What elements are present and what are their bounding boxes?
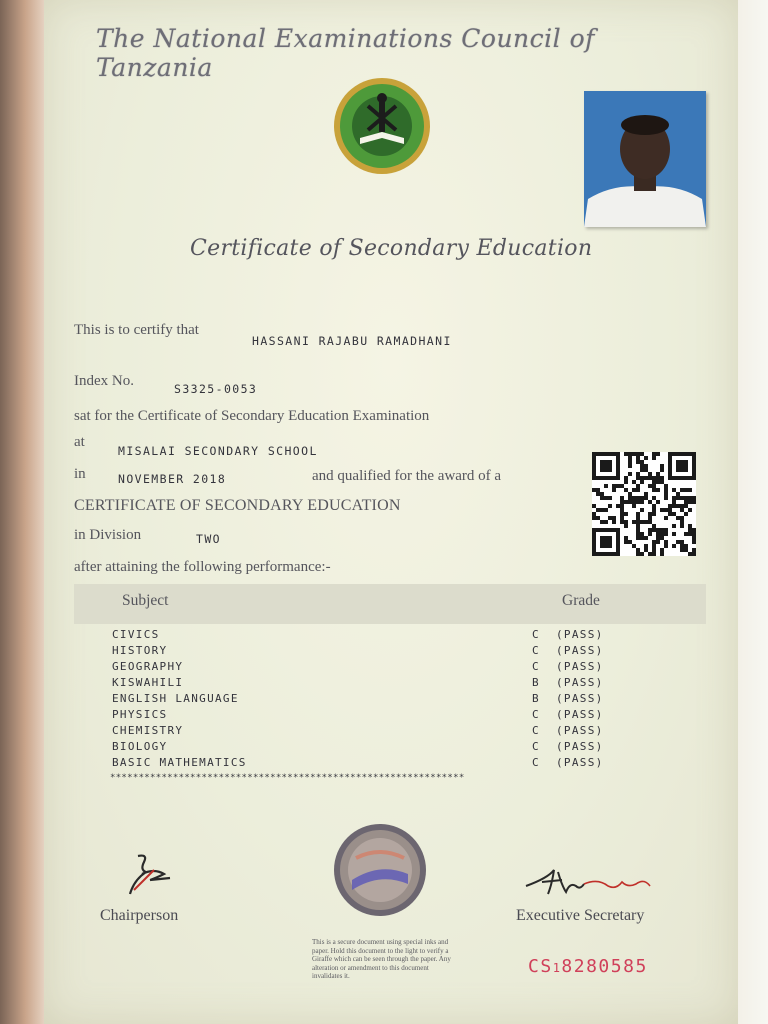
exam-date: NOVEMBER 2018	[118, 472, 227, 486]
table-end-marker: **************************************************************	[110, 773, 465, 783]
table-row	[112, 676, 632, 692]
candidate-portrait-icon	[584, 91, 706, 227]
table-row	[112, 660, 632, 676]
certify-label: This is to certify that	[74, 322, 199, 338]
certificate	[44, 0, 738, 1024]
subject-name: BIOLOGY	[112, 740, 168, 753]
subject-grade: C	[532, 644, 540, 657]
necta-emblem-icon	[332, 76, 432, 176]
qualified-text: and qualified for the award of a	[312, 468, 502, 484]
executive-secretary-signature	[518, 864, 668, 900]
serial-number	[528, 956, 648, 977]
subject-name: BASIC MATHEMATICS	[112, 756, 247, 769]
school-name: MISALAI SECONDARY SCHOOL	[118, 444, 318, 458]
serial-prefix: CS	[528, 956, 553, 977]
subject-grade: B	[532, 676, 540, 689]
qr-code-icon	[592, 452, 696, 556]
sat-text: sat for the Certificate of Secondary Education Examination	[74, 408, 430, 424]
paper-edge-left	[0, 0, 46, 1024]
subject-status: (PASS)	[556, 692, 604, 705]
table-row	[112, 756, 632, 772]
table-row	[112, 740, 632, 756]
subject-grade: C	[532, 756, 540, 769]
subject-grade: C	[532, 724, 540, 737]
subject-name: CIVICS	[112, 628, 160, 641]
subject-status: (PASS)	[556, 660, 604, 673]
subject-status: (PASS)	[556, 628, 604, 641]
table-row	[112, 724, 632, 740]
subject-status: (PASS)	[556, 708, 604, 721]
certificate-title: Certificate of Secondary Education	[190, 236, 593, 261]
performance-text: after attaining the following performance:-	[74, 559, 331, 575]
subject-header: Subject	[122, 592, 169, 609]
award-name: CERTIFICATE OF SECONDARY EDUCATION	[74, 497, 401, 514]
subject-status: (PASS)	[556, 740, 604, 753]
subject-status: (PASS)	[556, 724, 604, 737]
subject-name: PHYSICS	[112, 708, 168, 721]
division-label: in Division	[74, 527, 142, 543]
candidate-photo	[584, 91, 706, 227]
subject-grade: C	[532, 708, 540, 721]
subject-grade: B	[532, 692, 540, 705]
subject-grade: C	[532, 628, 540, 641]
serial-digits: 8280585	[561, 956, 648, 977]
subject-name: CHEMISTRY	[112, 724, 184, 737]
table-row	[112, 708, 632, 724]
division-value: TWO	[196, 532, 221, 546]
subject-status: (PASS)	[556, 676, 604, 689]
council-title: The National Examinations Council of Tanzania	[96, 24, 595, 82]
index-label: Index No.	[74, 373, 134, 389]
subject-status: (PASS)	[556, 756, 604, 769]
subject-status: (PASS)	[556, 644, 604, 657]
table-row	[112, 644, 632, 660]
index-number: S3325-0053	[174, 382, 258, 396]
hologram-seal-icon	[332, 822, 428, 918]
chairperson-label: Chairperson	[100, 907, 179, 924]
subject-name: GEOGRAPHY	[112, 660, 184, 673]
chairperson-signature	[120, 850, 180, 900]
subject-name: ENGLISH LANGUAGE	[112, 692, 239, 705]
subject-name: KISWAHILI	[112, 676, 184, 689]
security-note: This is a secure document using special inks and paper. Hold this document to the light to verify a Giraffe which can be seen through the paper. Any alteration or amendment to this document invalidates it.	[312, 938, 451, 981]
in-label: in	[74, 466, 86, 482]
at-label: at	[74, 434, 85, 450]
grade-header: Grade	[562, 592, 600, 609]
subject-name: HISTORY	[112, 644, 168, 657]
results-list	[112, 628, 632, 772]
subject-grade: C	[532, 660, 540, 673]
table-row	[112, 628, 632, 644]
table-row	[112, 692, 632, 708]
serial-small-digit: 1	[552, 961, 562, 975]
results-table-header	[74, 584, 706, 624]
candidate-name: HASSANI RAJABU RAMADHANI	[252, 334, 452, 348]
executive-secretary-label: Executive Secretary	[516, 907, 645, 924]
subject-grade: C	[532, 740, 540, 753]
